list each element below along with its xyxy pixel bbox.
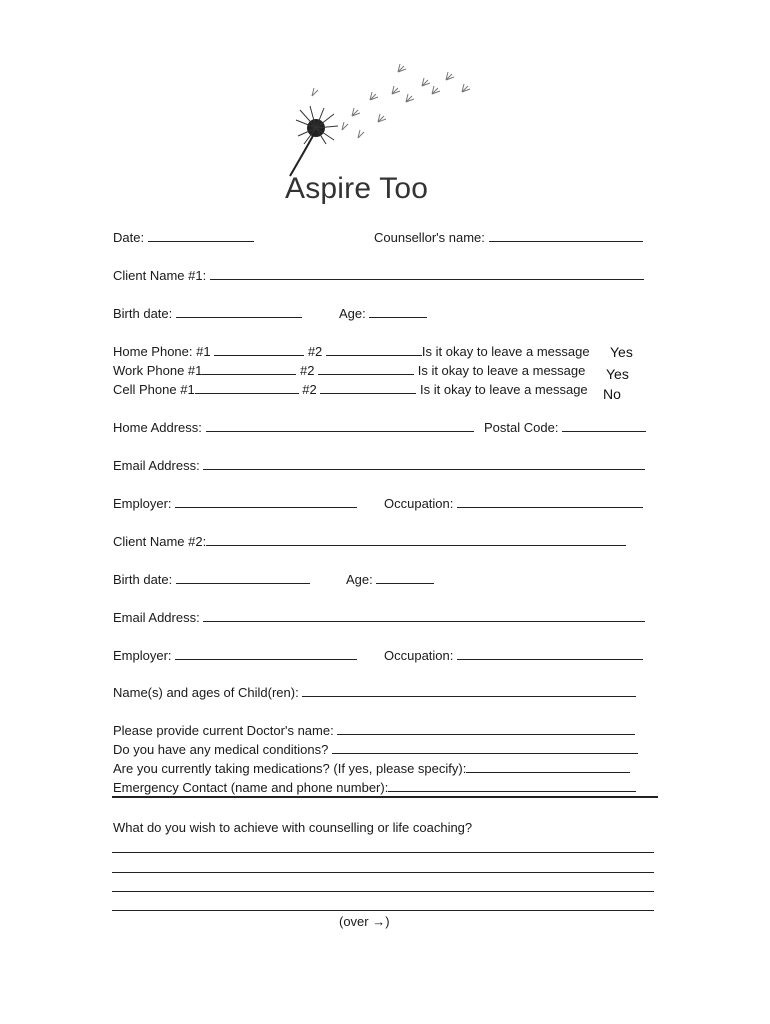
- occupation1-label: Occupation:: [384, 496, 454, 511]
- doctor-label: Please provide current Doctor's name:: [113, 723, 334, 738]
- occupation1-field[interactable]: [384, 495, 643, 512]
- counsellor-name-label: Counsellor's name:: [374, 230, 485, 245]
- medical-label: Do you have any medical conditions?: [113, 742, 329, 757]
- home-address-label: Home Address:: [113, 420, 202, 435]
- home-phone2-label: #2: [307, 344, 323, 359]
- section-divider: [112, 796, 658, 798]
- emergency-field[interactable]: [113, 779, 636, 796]
- postal-code-field[interactable]: [484, 419, 646, 436]
- cell-phone2-input[interactable]: [320, 381, 416, 394]
- home-phone1-input[interactable]: [214, 343, 304, 356]
- home-msg-label: Is it okay to leave a message: [421, 344, 590, 359]
- email2-field[interactable]: [113, 609, 645, 626]
- goals-line-1[interactable]: [112, 852, 654, 853]
- work-phone2-label: #2: [300, 363, 315, 378]
- goals-question: What do you wish to achieve with counselling or life coaching?: [113, 820, 473, 835]
- email2-label: Email Address:: [113, 610, 200, 625]
- client2-name-field[interactable]: [113, 533, 626, 550]
- postal-code-label: Postal Code:: [484, 420, 559, 435]
- client1-age-field[interactable]: [339, 305, 427, 322]
- cell-phone2-label: #2: [302, 382, 317, 397]
- date-field[interactable]: [113, 229, 254, 246]
- goals-line-3[interactable]: [112, 891, 654, 892]
- work-msg-answer[interactable]: Yes: [606, 366, 629, 382]
- doctor-field[interactable]: [113, 722, 635, 739]
- work-phone-row: [113, 362, 585, 379]
- home-phone-row: [113, 343, 590, 360]
- client2-age-label: Age:: [346, 572, 373, 587]
- client1-birth-field[interactable]: [113, 305, 302, 322]
- children-field[interactable]: [113, 684, 636, 701]
- work-phone2-input[interactable]: [318, 362, 414, 375]
- client2-birth-field[interactable]: [113, 571, 310, 588]
- client2-birth-label: Birth date:: [113, 572, 173, 587]
- occupation2-label: Occupation:: [384, 648, 454, 663]
- cell-msg-answer[interactable]: No: [603, 386, 621, 402]
- cell-phone-row: [113, 381, 588, 398]
- medications-label: Are you currently taking medications? (If yes, please specify):: [113, 761, 467, 776]
- medical-field[interactable]: [113, 741, 638, 758]
- employer2-field[interactable]: [113, 647, 357, 664]
- emergency-label: Emergency Contact (name and phone number):: [113, 780, 389, 795]
- counsellor-name-field[interactable]: [374, 229, 643, 246]
- email1-field[interactable]: [113, 457, 645, 474]
- cell-msg-label: Is it okay to leave a message: [420, 382, 588, 397]
- client1-birth-label: Birth date:: [113, 306, 173, 321]
- employer1-label: Employer:: [113, 496, 172, 511]
- medications-field[interactable]: [113, 760, 630, 777]
- home-msg-answer[interactable]: Yes: [610, 344, 633, 360]
- occupation2-field[interactable]: [384, 647, 643, 664]
- over-note: (over →): [339, 914, 390, 929]
- client2-name-label: Client Name #2:: [113, 534, 207, 549]
- client1-name-label: Client Name #1:: [113, 268, 207, 283]
- home-phone2-input[interactable]: [326, 343, 422, 356]
- brand-name: Aspire Too: [285, 172, 429, 205]
- goals-line-2[interactable]: [112, 872, 654, 873]
- children-label: Name(s) and ages of Child(ren):: [113, 685, 299, 700]
- client1-name-field[interactable]: [113, 267, 644, 284]
- employer1-field[interactable]: [113, 495, 357, 512]
- goals-line-4[interactable]: [112, 910, 654, 911]
- work-phone1-label: Work Phone #1: [113, 363, 203, 378]
- home-phone1-label: Home Phone: #1: [113, 344, 211, 359]
- client2-age-field[interactable]: [346, 571, 434, 588]
- work-phone1-input[interactable]: [202, 362, 296, 375]
- date-label: Date:: [113, 230, 145, 245]
- cell-phone1-input[interactable]: [195, 381, 299, 394]
- cell-phone1-label: Cell Phone #1: [113, 382, 195, 397]
- work-msg-label: Is it okay to leave a message: [417, 363, 586, 378]
- home-address-field[interactable]: [113, 419, 474, 436]
- email1-label: Email Address:: [113, 458, 200, 473]
- client1-age-label: Age:: [339, 306, 366, 321]
- employer2-label: Employer:: [113, 648, 172, 663]
